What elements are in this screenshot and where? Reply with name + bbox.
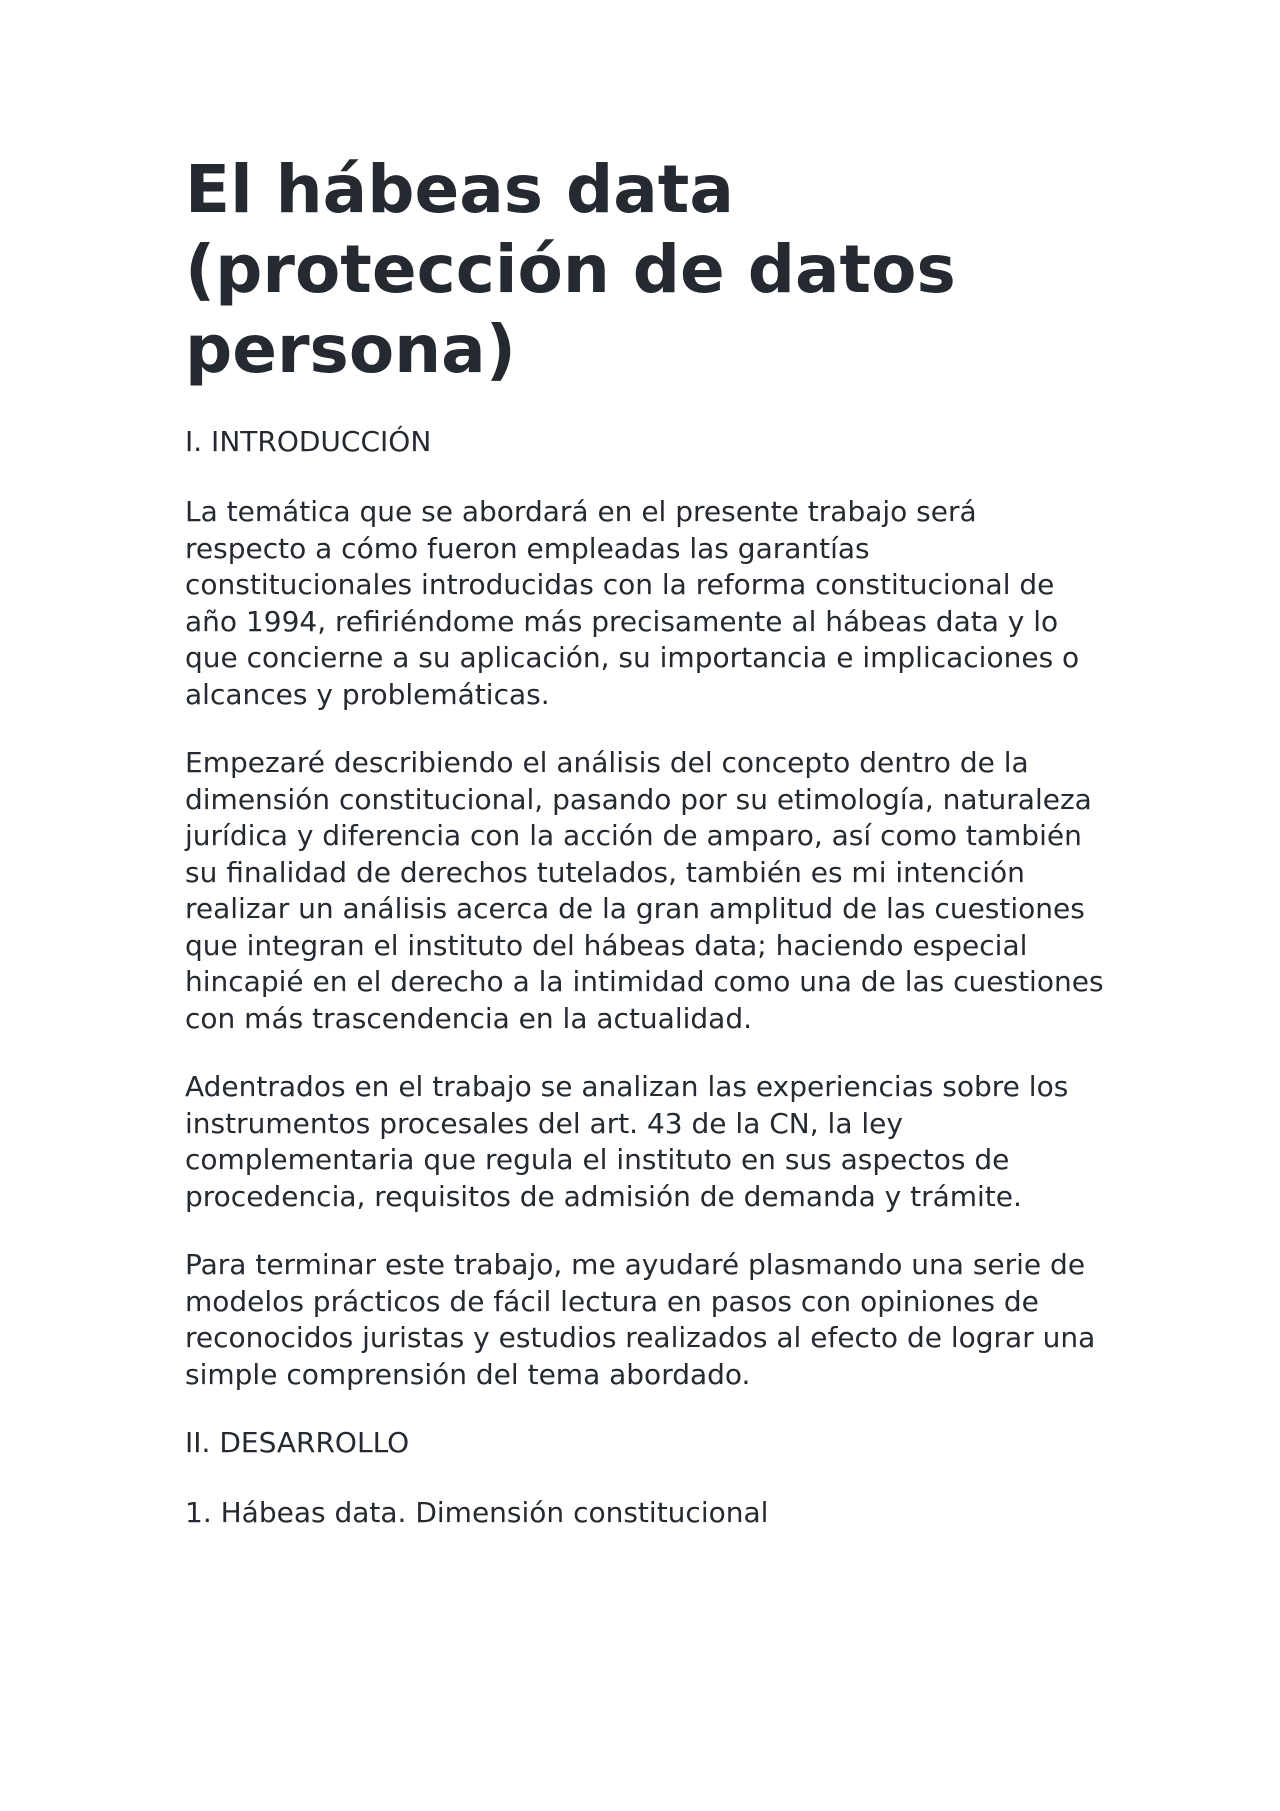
document-title: El hábeas data (protección de datos persona) xyxy=(185,151,956,388)
document-page xyxy=(185,150,1105,1565)
paragraph: Empezaré describiendo el análisis del concepto dentro de la dimensión constitucional, pasando por su etimología, naturaleza jurídica y diferencia con la acción de amparo, así como también su finalidad de derechos tutelados, también es mi intención realizar un análisis acerca de la gran amplitud de las cuestiones que integran el instituto del hábeas data; haciendo especial hincapié en el derecho a la intimidad como una de las cuestiones con más trascendencia en la actualidad. xyxy=(185,746,1104,1035)
paragraph: La temática que se abordará en el presente trabajo será respecto a cómo fueron empleadas las garantías constitucionales introducidas con la reforma constitucional de año 1994, refiriéndome más precisamente al hábeas data y lo que concierne a su aplicación, su importancia e implicaciones o alcances y problemáticas. xyxy=(185,495,1080,711)
section-heading-desarrollo: II. DESARROLLO xyxy=(185,1426,410,1459)
section-heading-introduccion: I. INTRODUCCIÓN xyxy=(185,425,432,458)
paragraph: Para terminar este trabajo, me ayudaré plasmando una serie de modelos prácticos de fácil lectura en pasos con opiniones de reconocidos juristas y estudios realizados al efecto de lograr una simple comprensión del tema abordado. xyxy=(185,1248,1096,1391)
paragraph: Adentrados en el trabajo se analizan las experiencias sobre los instrumentos procesales del art. 43 de la CN, la ley complementaria que regula el instituto en sus aspectos de procedencia, requisitos de admisión de demanda y trámite. xyxy=(185,1070,1069,1213)
subsection-heading: 1. Hábeas data. Dimensión constitucional xyxy=(185,1496,769,1529)
